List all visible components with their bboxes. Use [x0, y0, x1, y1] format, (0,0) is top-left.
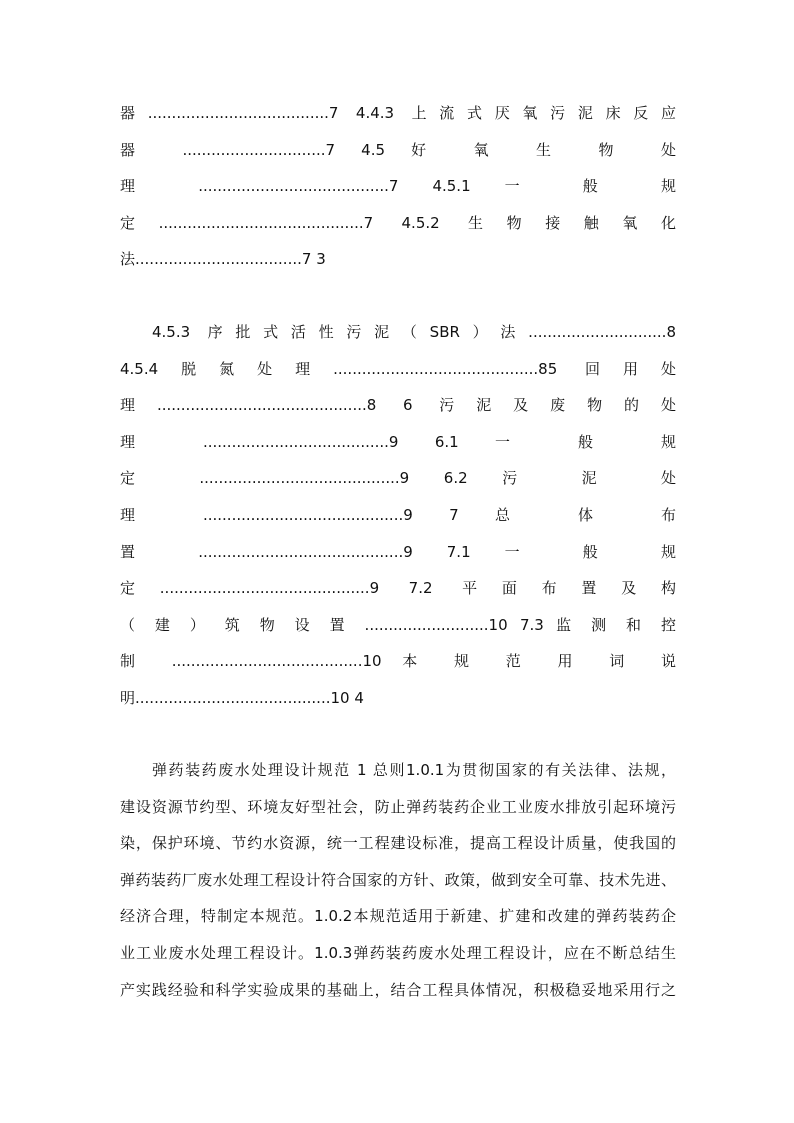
body-line: 经济合理，特制定本规范。1.0.2本规范适用于新建、扩建和改建的弹药装药企	[120, 907, 676, 926]
toc-line: 理 .......................................9 6.1 一 般 规	[120, 432, 676, 451]
toc-line: 理............................................8 6 污泥及废物的处	[120, 396, 676, 415]
toc-line: 器 ..............................7 4.5 好 氧 生 物 处	[120, 140, 676, 159]
toc-line: 理 ..........................................9 7 总 体 布	[120, 505, 676, 524]
toc-line: 4.5.3 序批式活性污泥（SBR）法.............................8	[152, 323, 676, 341]
body-line: 建设资源节约型、环境友好型社会，防止弹药装药企业工业废水排放引起环境污	[120, 797, 676, 816]
table-of-contents-block-2	[120, 314, 676, 717]
toc-line: 理 ........................................7 4.5.1 一 般 规	[120, 177, 676, 196]
toc-line: 法...................................7 3	[120, 250, 326, 269]
toc-line: 4.5.4脱氮处理...........................................85 回用处	[120, 359, 676, 378]
toc-line: 定...........................................7 4.5.2 生物接触氧化	[120, 213, 676, 232]
toc-line: （ 建 ） 筑 物 设 置 ..........................10 7.3 监 测 和 控	[120, 615, 676, 634]
body-line: 业工业废水处理工程设计。1.0.3弹药装药废水处理工程设计，应在不断总结生	[120, 943, 676, 962]
toc-line: 定 ..........................................9 6.2 污 泥 处	[120, 469, 676, 488]
body-paragraph	[120, 752, 676, 1008]
body-line: 染，保护环境、节约水资源，统一工程建设标准，提高工程设计质量，使我国的	[120, 834, 676, 853]
toc-line: 置 ...........................................9 7.1 一 般 规	[120, 542, 676, 561]
toc-line: 定............................................9 7.2 平面布置及构	[120, 579, 676, 598]
body-line: 弹药装药废水处理设计规范 1 总则1.0.1为贯彻国家的有关法律、法规，	[152, 761, 676, 779]
toc-line: 器......................................7 4.4.3 上流式厌氧污泥床反应	[120, 104, 676, 122]
toc-line: 制 ........................................10 本 规 范 用 词 说	[120, 652, 676, 671]
table-of-contents-block-1	[120, 95, 676, 278]
body-line: 产实践经验和科学实验成果的基础上，结合工程具体情况，积极稳妥地采用行之	[120, 980, 676, 999]
toc-line: 明.........................................10 4	[120, 688, 364, 707]
body-line: 弹药装药厂废水处理工程设计符合国家的方针、政策，做到安全可靠、技术先进、	[120, 870, 676, 889]
